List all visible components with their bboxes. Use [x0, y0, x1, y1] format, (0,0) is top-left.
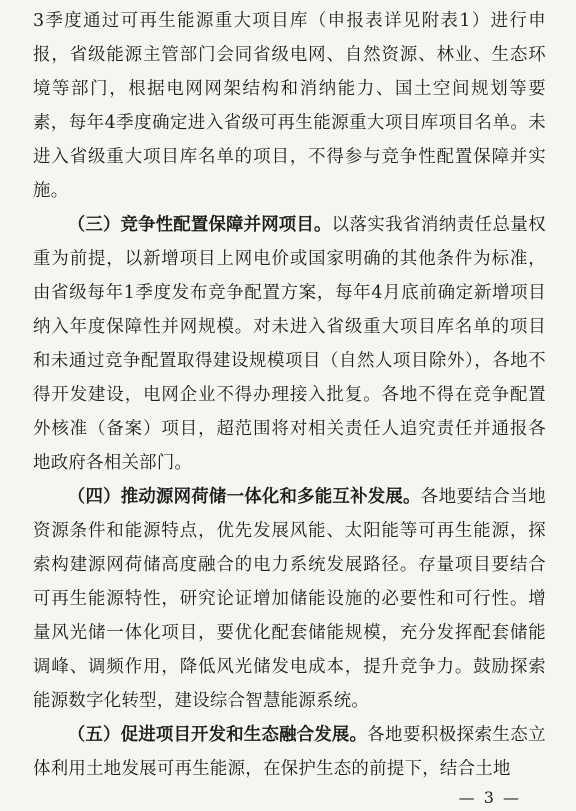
page-number: — 3 —: [458, 788, 521, 807]
paragraph-4: [33, 718, 546, 786]
paragraph-2-body: 以落实我省消纳责任总量权重为前提，以新增项目上网电价或国家明确的其他条件为标准，由省级每年1季度发布竞争配置方案，每年4月底前确定新增项目纳入年度保障性并网规模。对未进入省级重大项目库名单的项目和未通过竞争配置取得建设规模项目（自然人项目除外），各地不得开发建设，电网企业不得办理接入批复。各地不得在竞争配置外核准（备案）项目，超范围将对相关责任人追究责任并通报各地政府各相关部门。: [33, 215, 546, 473]
section-5-heading: （五）促进项目开发和生态融合发展。: [67, 725, 368, 745]
section-4-heading: （四）推动源网荷储一体化和多能互补发展。: [67, 487, 421, 507]
paragraph-1: [33, 4, 546, 208]
paragraph-4-body: 各地要积极探索生态立体利用土地发展可再生能源，在保护生态的前提下，结合土地: [33, 725, 546, 779]
section-3-heading: （三）竞争性配置保障并网项目。: [67, 215, 332, 235]
paragraph-1-body: 3季度通过可再生能源重大项目库（申报表详见附表1）进行申报，省级能源主管部门会同省级电网、自然资源、林业、生态环境等部门，根据电网网架结构和消纳能力、国土空间规划等要素，每年4季度确定进入省级可再生能源重大项目库项目名单。未进入省级重大项目库名单的项目，不得参与竞争性配置保障并实施。: [33, 11, 546, 201]
paragraph-3-body: 各地要结合当地资源条件和能源特点，优先发展风能、太阳能等可再生能源，探索构建源网荷储高度融合的电力系统发展路径。存量项目要结合可再生能源特性，研究论证增加储能设施的必要性和可行性。增量风光储一体化项目，要优化配套储能规模，充分发挥配套储能调峰、调频作用，降低风光储发电成本，提升竞争力。鼓励探索能源数字化转型，建设综合智慧能源系统。: [33, 487, 546, 711]
paragraph-3: [33, 480, 546, 718]
paragraph-2: [33, 208, 546, 480]
